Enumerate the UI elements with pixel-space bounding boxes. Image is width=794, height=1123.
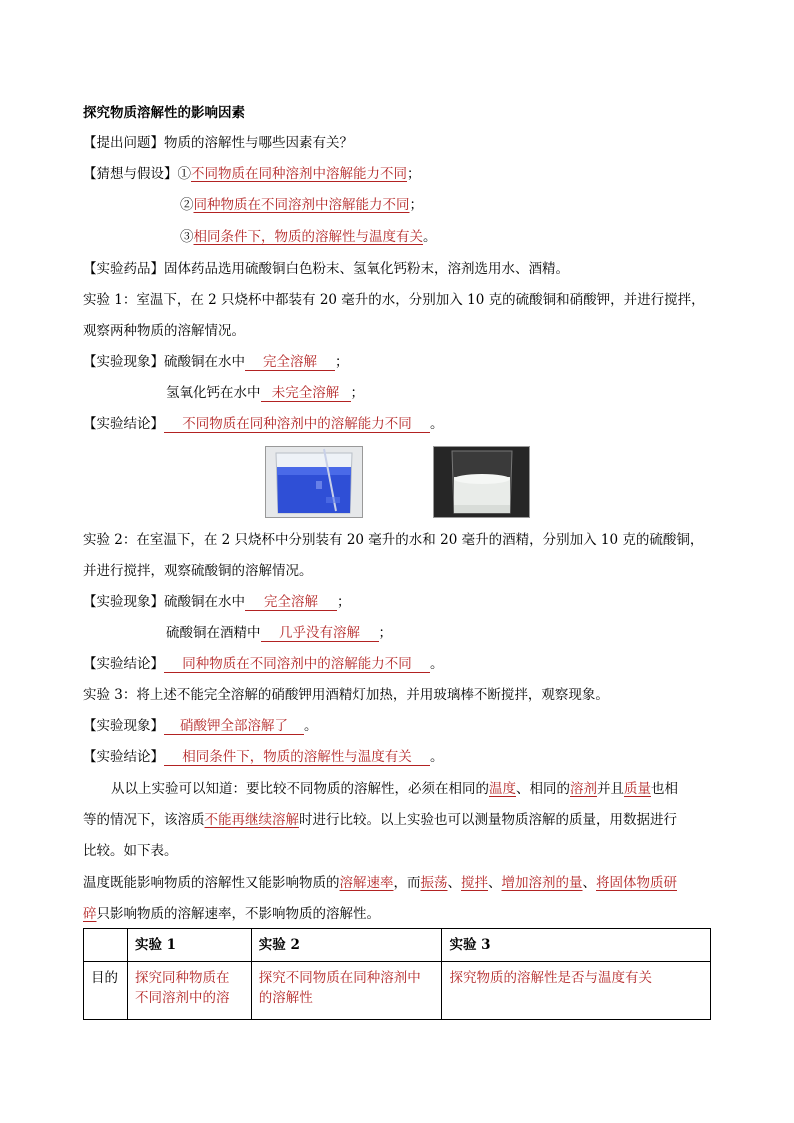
table-cell-text: 探究同种物质在 bbox=[134, 970, 230, 986]
rate-text: 、 bbox=[582, 875, 596, 891]
question-label: 【提出问题】 bbox=[83, 135, 164, 151]
reagents-label: 【实验药品】 bbox=[83, 261, 164, 277]
rate-text: 、 bbox=[447, 875, 461, 891]
hypothesis-answer-2: 同种物质在不同溶剂中溶解能力不同 bbox=[193, 197, 410, 213]
summary-text: 并且 bbox=[597, 781, 624, 797]
rate-line-1 bbox=[83, 873, 677, 893]
summary-text: 也相 bbox=[651, 781, 678, 797]
rate-text: 、 bbox=[488, 875, 502, 891]
hypothesis-label: 【猜想与假设】 bbox=[83, 166, 178, 182]
exp1-concl-answer: 不同物质在同种溶剂中的溶解能力不同 bbox=[164, 416, 430, 433]
rate-answer-grinding: 将固体物质研 bbox=[596, 875, 677, 891]
table-row bbox=[84, 962, 711, 1020]
reagents-line bbox=[83, 259, 569, 279]
rate-answer-stirring: 搅拌 bbox=[461, 875, 488, 891]
exp1-description-1: 实验 1：室温下，在 2 只烧杯中都装有 20 毫升的水，分别加入 10 克的硫酸铜和硝酸钾，并进行搅拌， bbox=[83, 292, 705, 308]
rate-answer-dissolution-rate: 溶解速率 bbox=[339, 875, 394, 891]
hypothesis-line-1 bbox=[83, 164, 421, 184]
exp3-observation bbox=[83, 716, 318, 736]
table-header-cell: 实验 3 bbox=[442, 929, 711, 962]
summary-answer-saturation: 不能再继续溶解 bbox=[204, 812, 299, 828]
exp1-obs1-end: ； bbox=[335, 354, 349, 370]
exp3-description: 实验 3：将上述不能完全溶解的硝酸钾用酒精灯加热，并用玻璃棒不断搅拌，观察现象。 bbox=[83, 687, 609, 703]
table-cell-text: 不同溶剂中的溶 bbox=[134, 990, 230, 1006]
rate-line-2 bbox=[83, 904, 380, 924]
table-cell-text: 的溶解性 bbox=[258, 990, 313, 1006]
summary-answer-mass: 质量 bbox=[624, 781, 651, 797]
page-title: 探究物质溶解性的影响因素 bbox=[83, 105, 245, 121]
table-header-cell: 实验 1 bbox=[127, 929, 251, 962]
question-line bbox=[83, 133, 353, 153]
hypothesis-num-2: ② bbox=[180, 197, 194, 213]
rate-text: ，而 bbox=[393, 875, 421, 891]
copper-sulfate-beaker-photo bbox=[265, 446, 363, 518]
blue-beaker-image bbox=[266, 447, 362, 517]
table-cell-exp3 bbox=[442, 962, 711, 1020]
hypothesis-num-3: ③ bbox=[180, 229, 194, 245]
exp1-conclusion bbox=[83, 414, 444, 434]
exp2-concl-end: 。 bbox=[430, 656, 444, 672]
table-cell-exp1 bbox=[127, 962, 251, 1020]
hypothesis-line-2 bbox=[180, 195, 423, 215]
exp3-conclusion bbox=[83, 747, 444, 767]
rate-answer-shaking: 振荡 bbox=[420, 875, 448, 891]
exp1-observation-1 bbox=[83, 352, 349, 372]
exp2-description-2: 并进行搅拌，观察硫酸铜的溶解情况。 bbox=[83, 563, 313, 579]
exp2-obs2-end: ； bbox=[378, 625, 392, 641]
exp2-observation-1 bbox=[83, 592, 351, 612]
summary-answer-solvent: 溶剂 bbox=[570, 781, 597, 797]
hypothesis-answer-1: 不同物质在同种溶剂中溶解能力不同 bbox=[191, 166, 407, 182]
exp1-description-2: 观察两种物质的溶解情况。 bbox=[83, 323, 245, 339]
summary-text: 时进行比较。以上实验也可以测量物质溶解的质量，用数据进行 bbox=[299, 812, 677, 828]
hypothesis-end-1: ； bbox=[407, 166, 421, 182]
exp1-obs-label: 【实验现象】 bbox=[83, 354, 164, 370]
exp3-concl-answer: 相同条件下，物质的溶解性与温度有关 bbox=[164, 749, 430, 766]
table-header-row bbox=[84, 929, 711, 962]
summary-answer-temperature: 温度 bbox=[489, 781, 516, 797]
exp2-obs-label: 【实验现象】 bbox=[83, 594, 164, 610]
table-cell-text: 探究不同物质在同种溶剂中 bbox=[258, 970, 421, 986]
exp2-obs2-answer: 几乎没有溶解 bbox=[261, 625, 379, 642]
reagents-text: 固体药品选用硫酸铜白色粉末、氢氧化钙粉末，溶剂选用水、酒精。 bbox=[164, 261, 569, 277]
exp2-obs2-prefix: 硫酸铜在酒精中 bbox=[166, 625, 261, 641]
summary-text: 、相同的 bbox=[516, 781, 570, 797]
rate-text: 只影响物质的溶解速率，不影响物质的溶解性。 bbox=[96, 906, 380, 922]
exp1-obs1-answer: 完全溶解 bbox=[245, 354, 335, 371]
exp3-obs-end: 。 bbox=[304, 718, 318, 734]
exp1-obs2-answer: 未完全溶解 bbox=[261, 385, 351, 402]
hypothesis-line-3 bbox=[180, 227, 437, 247]
exp1-concl-label: 【实验结论】 bbox=[83, 416, 164, 432]
exp2-obs1-end: ； bbox=[337, 594, 351, 610]
table-cell-exp2 bbox=[251, 962, 442, 1020]
hypothesis-end-2: ； bbox=[409, 197, 423, 213]
question-text: 物质的溶解性与哪些因素有关？ bbox=[164, 135, 353, 151]
table-row-label: 目的 bbox=[84, 962, 128, 1020]
exp2-concl-label: 【实验结论】 bbox=[83, 656, 164, 672]
summary-line-1 bbox=[111, 779, 678, 799]
experiment-purpose-table bbox=[83, 928, 711, 1020]
exp1-obs2-prefix: 氢氧化钙在水中 bbox=[166, 385, 261, 401]
exp2-obs1-answer: 完全溶解 bbox=[245, 594, 337, 611]
summary-line-3: 比较。如下表。 bbox=[83, 843, 178, 859]
exp1-observation-2 bbox=[166, 383, 364, 403]
exp3-obs-label: 【实验现象】 bbox=[83, 718, 164, 734]
hypothesis-num-1: ① bbox=[177, 166, 191, 182]
rate-answer-grinding-end: 碎 bbox=[83, 906, 97, 922]
rate-answer-more-solvent: 增加溶剂的量 bbox=[501, 875, 583, 891]
exp1-concl-end: 。 bbox=[430, 416, 444, 432]
exp3-concl-end: 。 bbox=[430, 749, 444, 765]
table-cell-text: 探究物质的溶解性是否与温度有关 bbox=[449, 970, 652, 986]
rate-text: 温度既能影响物质的溶解性又能影响物质的 bbox=[83, 875, 340, 891]
summary-text: 等的情况下，该溶质 bbox=[83, 812, 205, 828]
table-header-cell bbox=[84, 929, 128, 962]
table-header-cell: 实验 2 bbox=[251, 929, 442, 962]
exp3-obs-answer: 硝酸钾全部溶解了 bbox=[164, 718, 304, 735]
calcium-hydroxide-beaker-photo bbox=[433, 446, 530, 518]
cloudy-beaker-image bbox=[434, 447, 529, 517]
exp1-obs1-prefix: 硫酸铜在水中 bbox=[164, 354, 245, 370]
exp2-conclusion bbox=[83, 654, 444, 674]
summary-line-2 bbox=[83, 810, 677, 830]
exp3-concl-label: 【实验结论】 bbox=[83, 749, 164, 765]
hypothesis-answer-3: 相同条件下，物质的溶解性与温度有关 bbox=[193, 229, 423, 245]
exp2-observation-2 bbox=[166, 623, 392, 643]
exp2-obs1-prefix: 硫酸铜在水中 bbox=[164, 594, 245, 610]
exp1-obs2-end: ； bbox=[350, 385, 364, 401]
summary-text: 从以上实验可以知道：要比较不同物质的溶解性，必须在相同的 bbox=[111, 781, 489, 797]
hypothesis-end-3: 。 bbox=[423, 229, 437, 245]
exp2-description-1: 实验 2：在室温下，在 2 只烧杯中分别装有 20 毫升的水和 20 毫升的酒精，分别加入 10 克的硫酸铜， bbox=[83, 532, 704, 548]
exp2-concl-answer: 同种物质在不同溶剂中的溶解能力不同 bbox=[164, 656, 430, 673]
